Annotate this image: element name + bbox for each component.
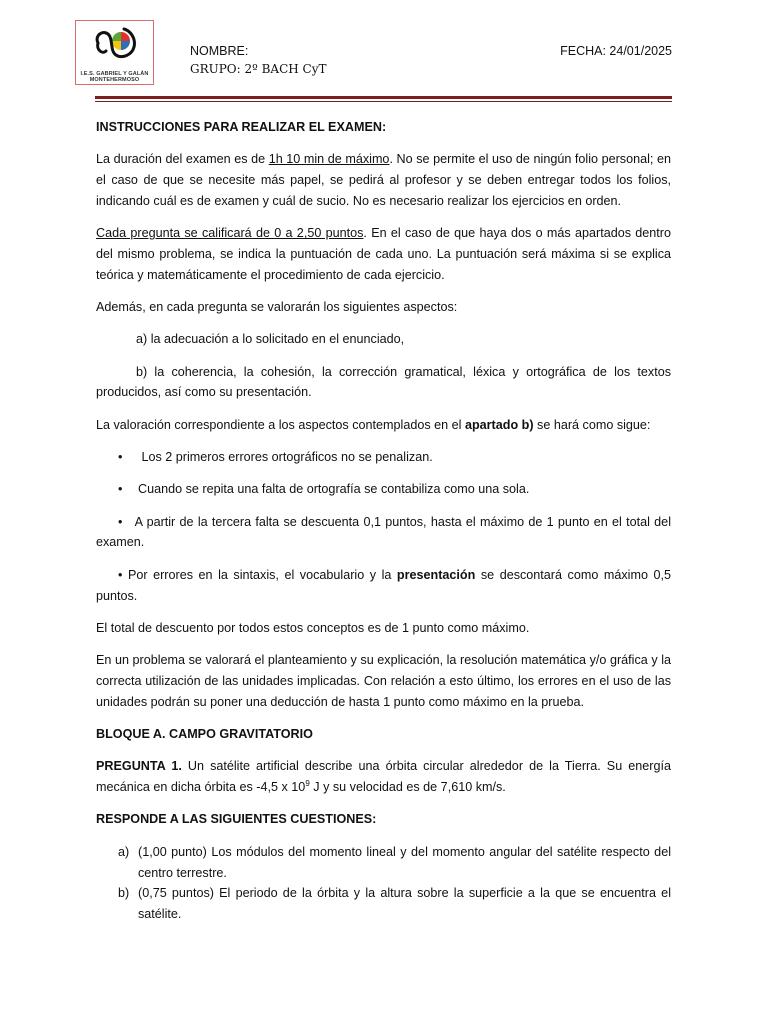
logo-town-name: MONTEHERMOSO xyxy=(89,77,140,83)
question-1-label: PREGUNTA 1. xyxy=(96,759,182,774)
bullet-item xyxy=(96,447,671,468)
evaluation-text-start: La valoración correspondiente a los aspectos contemplados en el xyxy=(96,417,465,432)
student-name-label: NOMBRE: xyxy=(190,44,249,58)
duration-text-end: . No se permite el uso de ningún folio personal; en el caso de que se necesite más papel, se pedirá al profesor y se deben entregar todos los folios, indicando cuál es de examen y cuál de sucio. No es necesario realizar los ejercicios en orden. xyxy=(96,152,671,208)
instructions-title: INSTRUCCIONES PARA REALIZAR EL EXAMEN: xyxy=(96,120,387,134)
list-item-text: (1,00 punto) Los módulos del momento lineal y del momento angular del satélite respecto del centro terrestre. xyxy=(138,844,671,880)
aspect-b: b) la coherencia, la cohesión, la corrección gramatical, léxica y ortográfica de los textos producidos, así como su presentación. xyxy=(96,364,671,400)
question-1-text-end: J y su velocidad es de 7,610 km/s. xyxy=(309,780,506,795)
header-divider-thin xyxy=(95,101,672,102)
discount-total-paragraph: El total de descuento por todos estos conceptos es de 1 punto como máximo. xyxy=(96,620,530,635)
grading-text: . En el caso de que haya dos o más apartados dentro del mismo problema, se indica la puntuación de cada uno. La puntuación será máxima si se explica teórica y matemáticamente el procedimiento de cada ejercicio. xyxy=(96,226,671,282)
grading-paragraph xyxy=(96,223,671,285)
bullet-text: Los 2 primeros errores ortográficos no se penalizan. xyxy=(138,450,433,465)
group-label: GRUPO: 2º BACH CyT xyxy=(190,62,327,76)
duration-highlight: 1h 10 min de máximo xyxy=(268,152,390,167)
list-item xyxy=(96,883,671,925)
list-item-marker: a) xyxy=(118,844,130,859)
school-logo xyxy=(75,20,154,85)
aspects-intro: Además, en cada pregunta se valorarán los siguientes aspectos: xyxy=(96,300,458,315)
evaluation-bold: apartado b) xyxy=(464,417,534,432)
question-1 xyxy=(96,756,671,798)
bullet-icon: • xyxy=(118,482,123,497)
bullet-item xyxy=(96,565,671,607)
aspect-a: a) la adecuación a lo solicitado en el enunciado, xyxy=(136,332,405,347)
bullet-icon: • xyxy=(118,450,123,465)
block-title: BLOQUE A. CAMPO GRAVITATORIO xyxy=(96,727,313,742)
questions-subtitle: RESPONDE A LAS SIGUIENTES CUESTIONES: xyxy=(96,812,377,827)
bullet-item xyxy=(96,512,671,554)
header-divider-thick xyxy=(95,96,672,99)
bullet-text: Cuando se repita una falta de ortografía se contabiliza como una sola. xyxy=(138,482,530,497)
grading-highlight: Cada pregunta se calificará de 0 a 2,50 puntos xyxy=(96,226,364,241)
evaluation-paragraph xyxy=(96,415,671,436)
bullet-icon: • xyxy=(118,514,123,529)
bullet-text: A partir de la tercera falta se descuenta 0,1 puntos, hasta el máximo de 1 punto en el total del examen. xyxy=(96,514,671,550)
bullet-icon: • xyxy=(118,567,123,582)
bullet-text-start: Por errores en la sintaxis, el vocabulario y la xyxy=(127,567,397,582)
duration-paragraph xyxy=(96,149,671,211)
evaluation-text-end: se hará como sigue: xyxy=(533,417,651,432)
bullet-text-bold: presentación xyxy=(396,567,476,582)
duration-text-start: La duración del examen es de xyxy=(96,152,269,167)
list-item xyxy=(96,842,671,884)
problem-evaluation-paragraph: En un problema se valorará el planteamiento y su explicación, la resolución matemática y/o gráfica y la correcta utilización de las unidades implicadas. Con relación a esto último, los errores en el uso de las unidades podrán su poner una deducción de hasta 1 punto como máximo en la prueba. xyxy=(96,653,671,709)
list-item-text: (0,75 puntos) El periodo de la órbita y la altura sobre la superficie a la que se encuentra el satélite. xyxy=(138,886,671,922)
question-items xyxy=(96,842,671,925)
logo-school-name: I.E.S. GABRIEL Y GALÁN xyxy=(80,71,149,77)
question-1-exponent: 9 xyxy=(305,778,310,788)
exam-body xyxy=(96,117,671,925)
question-1-text: Un satélite artificial describe una órbita circular alrededor de la Tierra. Su energía mecánica en dicha órbita es -4,5 x 10 xyxy=(96,759,671,795)
bullet-item xyxy=(96,479,671,500)
list-item-marker: b) xyxy=(118,886,130,901)
bullet-text-end: se descontará como máximo 0,5 puntos. xyxy=(96,567,672,603)
exam-date: FECHA: 24/01/2025 xyxy=(560,44,672,58)
